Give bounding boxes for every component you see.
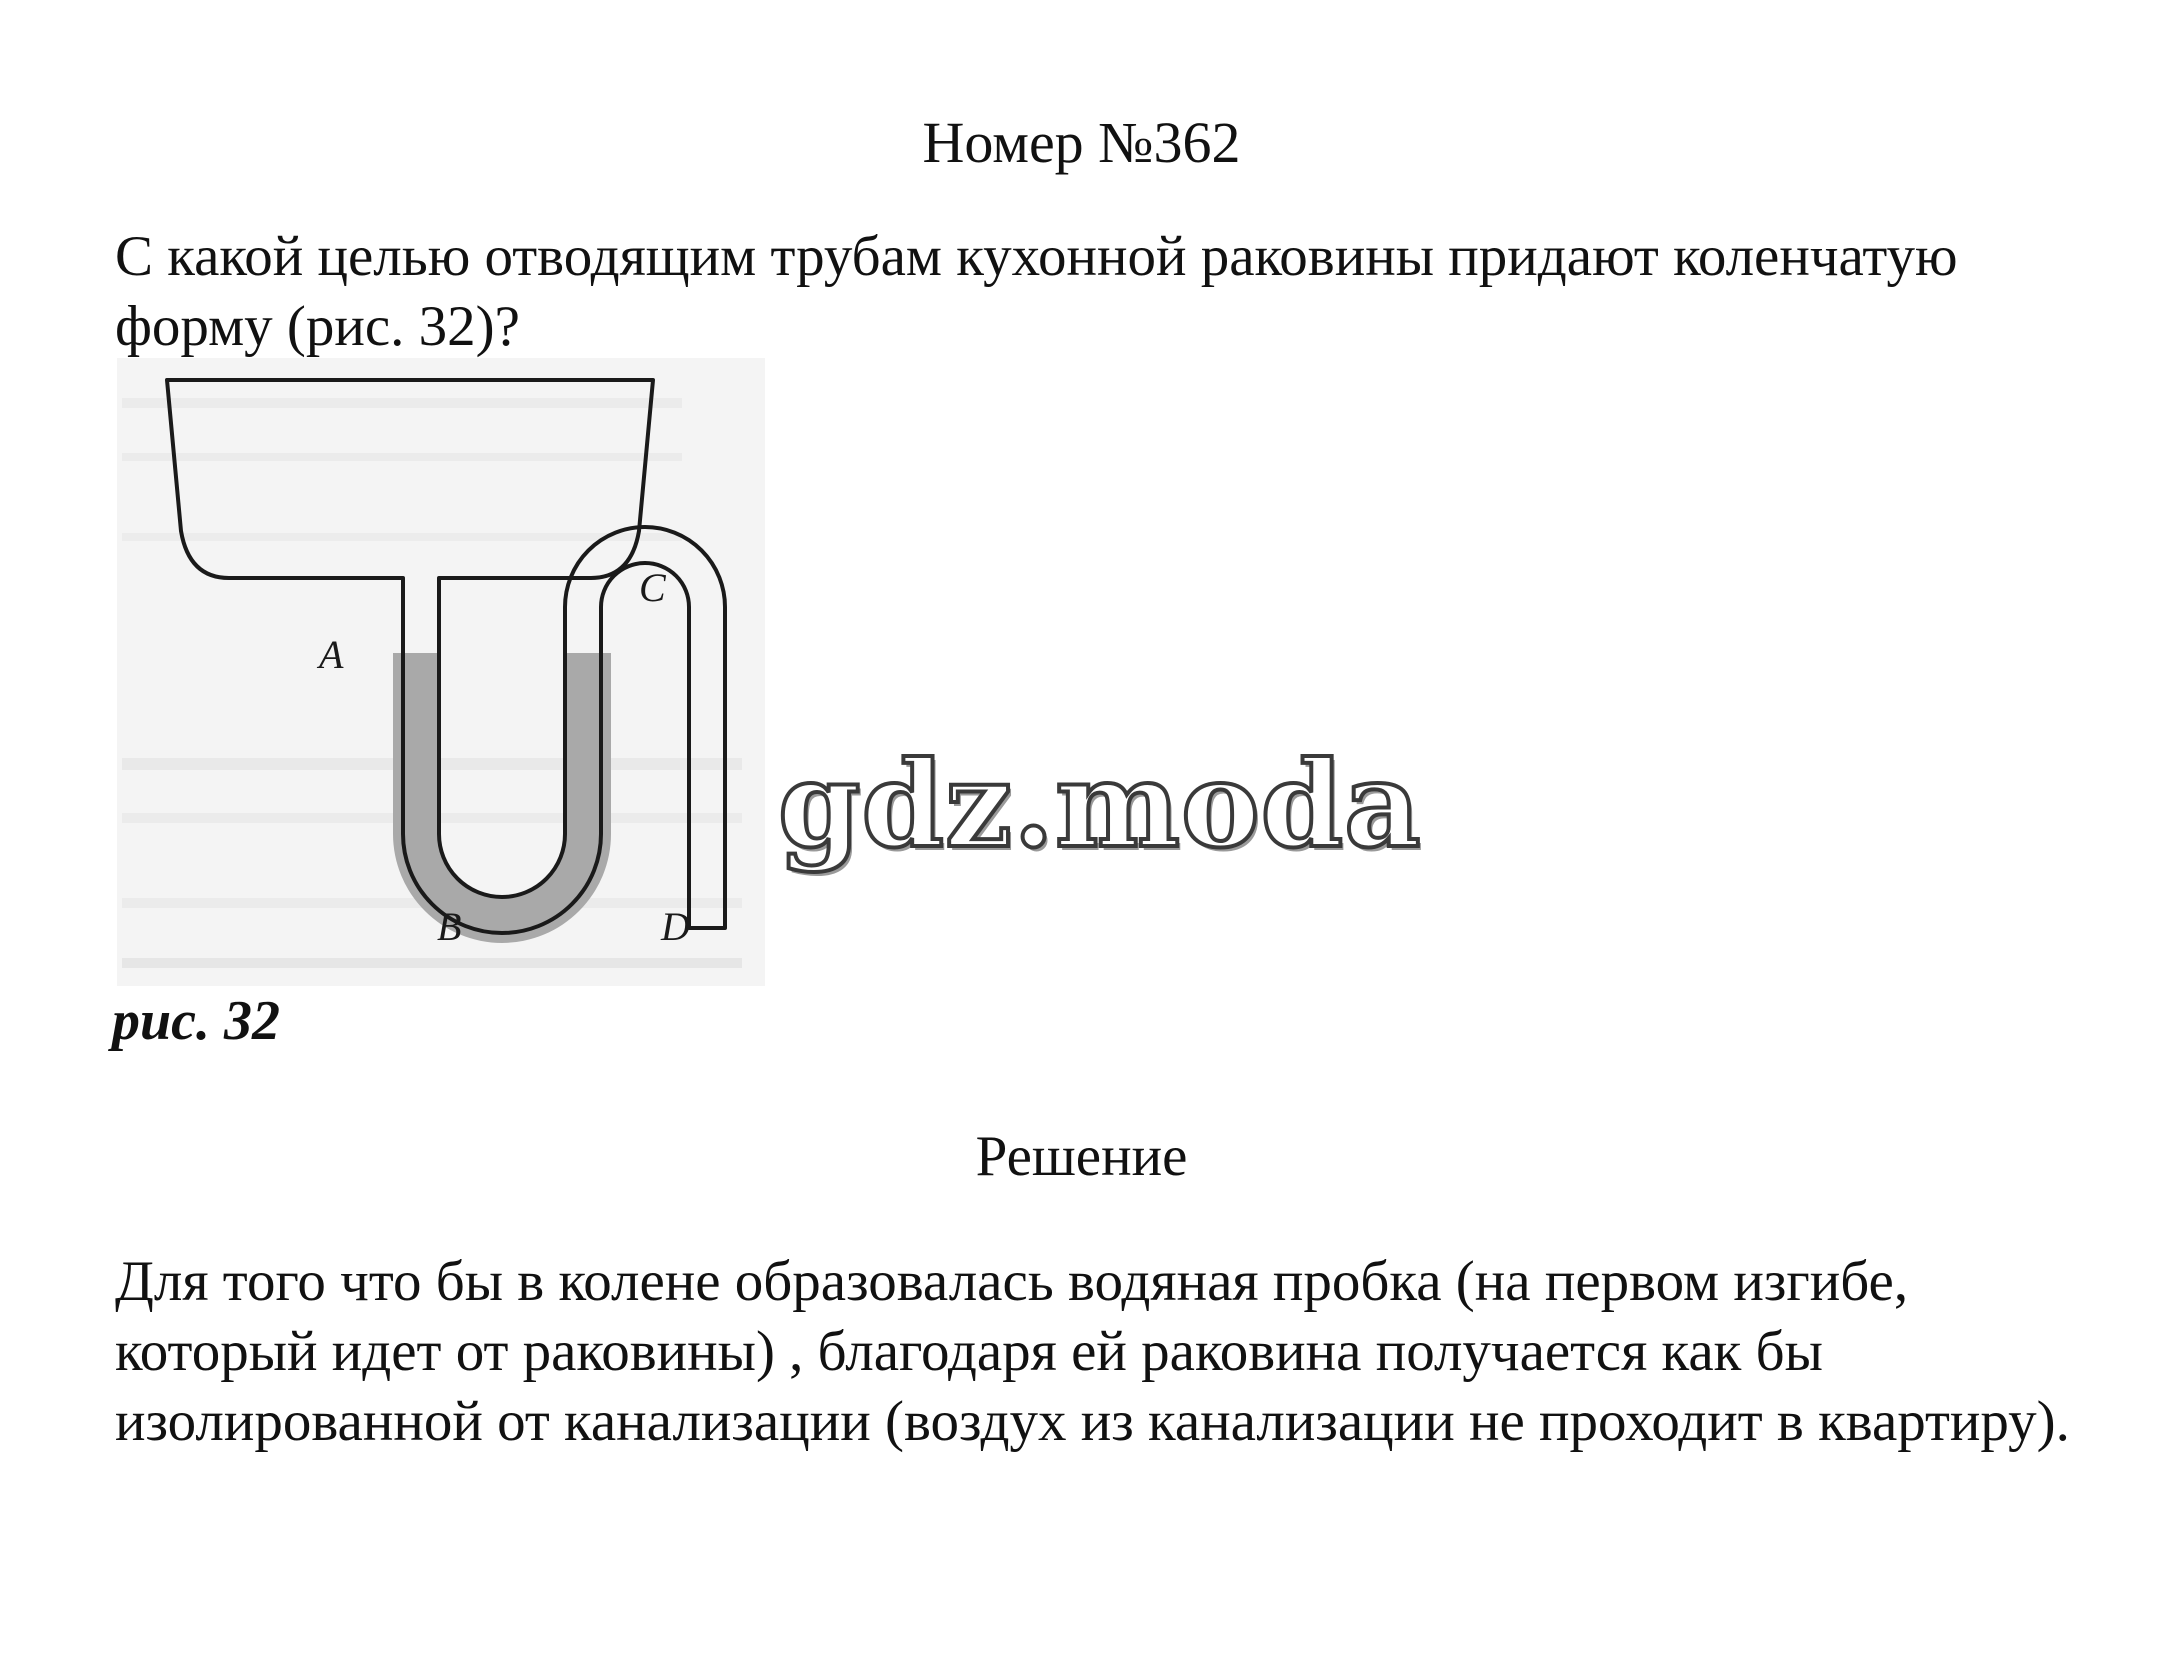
label-a: A	[319, 632, 344, 677]
label-b: B	[437, 904, 462, 949]
sink-trap-figure	[117, 358, 767, 988]
page-title: Номер №362	[922, 110, 1241, 175]
figure-caption: рис. 32	[112, 990, 280, 1052]
solution-text: Для того что бы в колене образовалась водяная пробка (на первом изгибе, который идет от раковины) , благодаря ей раковина получается как бы изолированной от канализации (воздух из канализации не проходит в квартиру).	[115, 1250, 2070, 1453]
label-d: D	[661, 904, 690, 949]
scan-noise	[122, 958, 742, 968]
question-text: С какой целью отводящим трубам кухонной раковины придают коленчатую форму (рис. 32)?	[115, 225, 1958, 358]
solution-heading: Решение	[975, 1125, 1188, 1188]
watermark-logo: gdz.moda	[778, 735, 1422, 874]
scan-noise	[122, 398, 682, 408]
scan-noise	[122, 453, 682, 461]
label-c: C	[639, 565, 666, 610]
sink-trap-diagram	[117, 358, 767, 988]
